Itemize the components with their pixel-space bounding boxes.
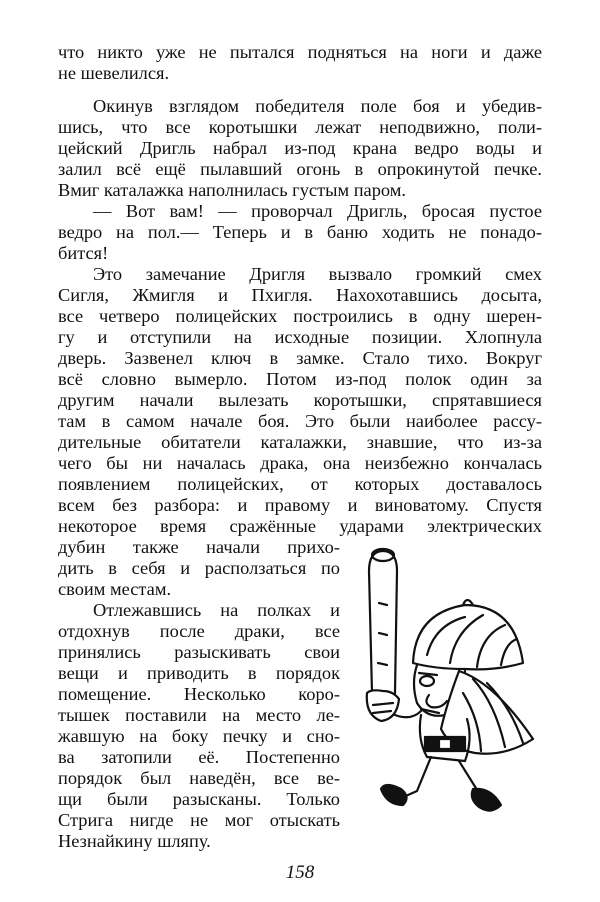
text-line: Окинув взглядом победителя поле боя и убедив- xyxy=(93,96,542,116)
text-line: цейский Дригль набрал из-под крана ведро воды и xyxy=(58,138,542,158)
text-line: дверь. Зазвенел ключ в замке. Стало тихо. Вокруг xyxy=(58,348,542,368)
text-line: порядок был наведён, все ве- xyxy=(58,768,340,788)
text-line: там в самом начале боя. Это были наиболее рассу- xyxy=(58,411,542,431)
text-line: появлением полицейских, от которых доставалось xyxy=(58,474,542,494)
text-line: своим местам. xyxy=(58,579,172,599)
text-line: всё словно вымерло. Потом из-под полок один за xyxy=(58,369,542,389)
text-line: дубин также начали прихо- xyxy=(58,537,340,557)
text-line: Это замечание Дригля вызвало громкий смех xyxy=(93,264,542,284)
text-line: ведро на пол.— Теперь и в баню ходить не понадо- xyxy=(58,222,542,242)
text-line: Сигля, Жмигля и Пхигля. Нахохотавшись досыта, xyxy=(58,285,542,305)
text-line: некоторое время сражённые ударами электрических xyxy=(58,516,542,536)
baton-icon xyxy=(369,551,397,701)
text-line: гу и отступили на исходные позиции. Хлопнула xyxy=(58,327,542,347)
text-line: — Вот вам! — проворчал Дригль, бросая пустое xyxy=(93,201,542,221)
text-line: что никто уже не пытался подняться на ноги и даже xyxy=(58,42,542,62)
text-line: другим начали вылезать коротышки, спрятавшиеся xyxy=(58,390,542,410)
text-line: Незнайкину шляпу. xyxy=(58,831,211,851)
text-line: чего бы ни началась драка, она неизбежно кончалась xyxy=(58,453,542,473)
text-line: залил всё ещё пылавший огонь в опрокинутой печке. xyxy=(58,159,542,179)
text-line: всем без разбора: и правому и виноватому. Спустя xyxy=(58,495,542,515)
text-line: дить в себя и расползаться по xyxy=(58,558,340,578)
text-line: жавшую на боку печку и сно- xyxy=(58,726,340,746)
text-line: дительные обитатели каталажки, знавшие, что из-за xyxy=(58,432,542,452)
text-line: тышек поставили на место ле- xyxy=(58,705,340,725)
text-line: шись, что все коротышки лежат неподвижно, поли- xyxy=(58,117,542,137)
text-line: Стрига нигде не мог отыскать xyxy=(58,810,340,830)
text-line: вещи и приводить в порядок xyxy=(58,663,340,683)
text-line: ва затопили её. Постепенно xyxy=(58,747,340,767)
text-line: помещение. Несколько коро- xyxy=(58,684,340,704)
text-line: принялись разыскивать свои xyxy=(58,642,340,662)
text-line: Вмиг каталажка наполнилась густым паром. xyxy=(58,180,406,200)
text-line: все четверо полицейских построились в одну шерен- xyxy=(58,306,542,326)
policeman-illustration xyxy=(355,543,545,828)
text-line: Отлежавшись на полках и xyxy=(93,600,340,620)
text-line: отдохнув после драки, все xyxy=(58,621,340,641)
text-line: не шевелился. xyxy=(58,63,170,83)
text-line: щи были разысканы. Только xyxy=(58,789,340,809)
text-line: бится! xyxy=(58,243,109,263)
page-number: 158 xyxy=(285,862,315,883)
